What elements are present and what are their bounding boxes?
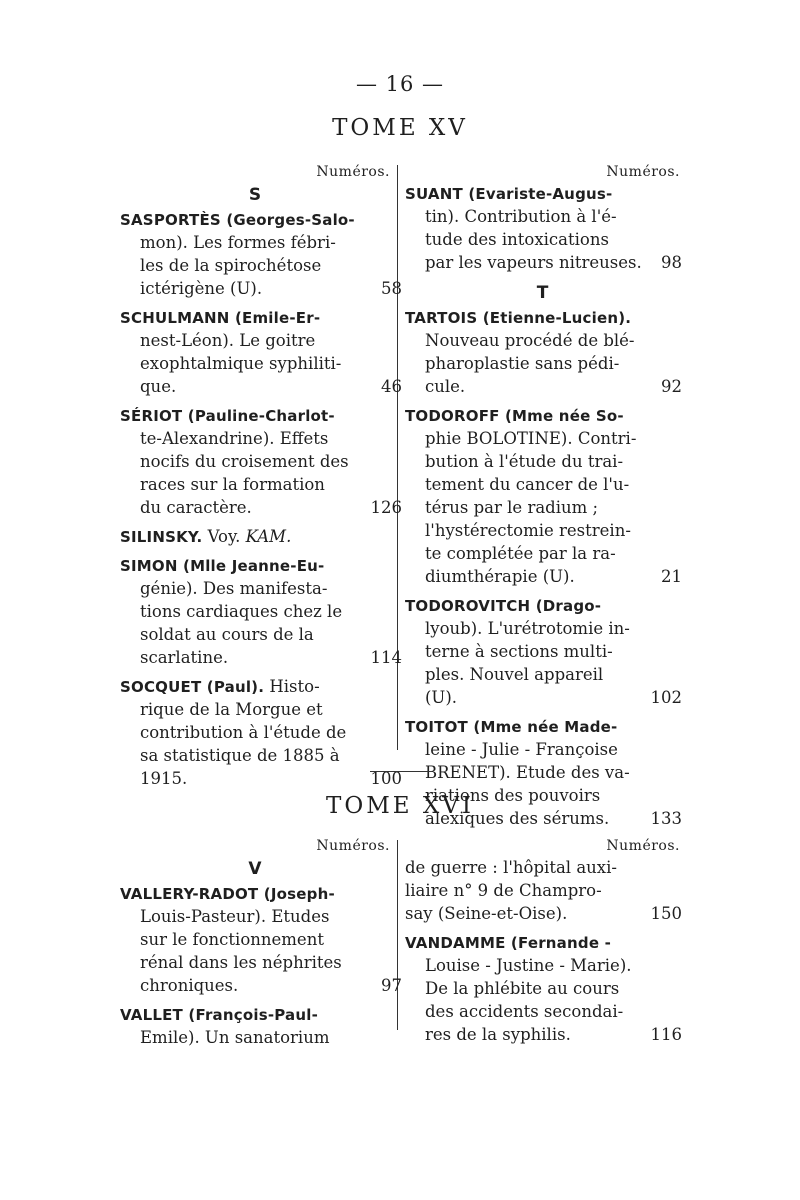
- index-entry: [120, 208, 402, 300]
- entry-line: mon). Les formes fébri-: [140, 233, 336, 252]
- tome-15-left-column: [120, 162, 402, 796]
- entry-first-line: [405, 404, 680, 427]
- entry-line: contribution à l'étude de: [140, 723, 347, 742]
- index-entry: [120, 882, 402, 997]
- entry-number: 97: [381, 976, 402, 995]
- entry-line: say (Seine-et-Oise).: [405, 904, 568, 923]
- cross-reference: KAM.: [245, 527, 292, 546]
- entry-number: 58: [381, 279, 402, 298]
- entry-first-line: [405, 306, 680, 329]
- entry-first-line: [120, 306, 390, 329]
- numeros-label: Numéros.: [316, 164, 390, 180]
- entry-number: 116: [650, 1025, 682, 1044]
- entry-text: Histo-: [269, 677, 320, 696]
- entry-number: 21: [661, 567, 682, 586]
- entry-line: génie). Des manifesta-: [140, 579, 328, 598]
- entry-line: riations des pouvoirs: [425, 786, 601, 805]
- entry-line: diumthérapie (U).: [425, 567, 575, 586]
- author-name: VANDAMME (Fernande -: [405, 934, 612, 952]
- section-letter: S: [248, 185, 262, 205]
- index-entry: [405, 306, 680, 398]
- entry-line: des accidents secondai-: [425, 1002, 624, 1021]
- entry-line: races sur la formation: [140, 475, 325, 494]
- entry-number: 46: [381, 377, 402, 396]
- entry-number: 133: [650, 809, 682, 828]
- entry-line: BRENET). Etude des va-: [425, 763, 630, 782]
- tome-15-right-column: [405, 162, 680, 836]
- section-letter: T: [536, 283, 549, 303]
- entry-first-line: [405, 182, 680, 205]
- entry-line: Louise - Justine - Marie).: [425, 956, 632, 975]
- entry-line: ples. Nouvel appareil: [425, 665, 604, 684]
- entry-line: phie BOLOTINE). Contri-: [425, 429, 637, 448]
- entry-continuation: [405, 856, 680, 925]
- index-entry: [120, 525, 390, 548]
- entry-first-line: [405, 931, 680, 954]
- entry-line: exophtalmique syphiliti-: [140, 354, 342, 373]
- entry-line: Louis-Pasteur). Etudes: [140, 907, 330, 926]
- entry-line: nocifs du croisement des: [140, 452, 349, 471]
- author-name: SIMON (Mlle Jeanne-Eu-: [120, 557, 325, 575]
- column-divider: [397, 840, 398, 1030]
- entry-number: 114: [370, 648, 402, 667]
- tome-title: TOME XV: [332, 115, 468, 141]
- entry-line: ictérigène (U).: [140, 279, 263, 298]
- entry-number: 126: [370, 498, 402, 517]
- entry-line: (U).: [425, 688, 458, 707]
- tome-title: TOME XVI: [326, 793, 474, 819]
- author-name: SCHULMANN (Emile-Er-: [120, 309, 321, 327]
- entry-line: tions cardiaques chez le: [140, 602, 343, 621]
- entry-line: tude des intoxications: [425, 230, 609, 249]
- section-divider: [370, 771, 430, 772]
- entry-line: nest-Léon). Le goitre: [140, 331, 316, 350]
- index-entry: [120, 1003, 390, 1049]
- entry-line: tement du cancer de l'u-: [425, 475, 630, 494]
- entry-line: sur le fonctionnement: [140, 930, 324, 949]
- entry-line: leine - Julie - Françoise: [425, 740, 618, 759]
- entry-line: rique de la Morgue et: [140, 700, 323, 719]
- entry-first-line: [120, 525, 390, 548]
- numeros-label: Numéros.: [606, 838, 680, 854]
- page-number: — 16 —: [355, 72, 445, 96]
- entry-first-line: [405, 594, 680, 617]
- entry-first-line: [120, 404, 390, 427]
- entry-line: l'hystérectomie restrein-: [425, 521, 631, 540]
- author-name: VALLET (François-Paul-: [120, 1006, 319, 1024]
- entry-first-line: [120, 554, 390, 577]
- entry-line: chroniques.: [140, 976, 239, 995]
- index-entry: [405, 594, 680, 709]
- entry-line: De la phlébite au cours: [425, 979, 620, 998]
- index-entry: [405, 404, 680, 588]
- index-entry: [120, 404, 402, 519]
- entry-line: que.: [140, 377, 177, 396]
- author-name: SOCQUET (Paul).: [120, 678, 265, 696]
- entry-line: pharoplastie sans pédi-: [425, 354, 620, 373]
- author-name: TARTOIS (Etienne-Lucien).: [405, 309, 632, 327]
- entry-line: te-Alexandrine). Effets: [140, 429, 329, 448]
- entry-line: Emile). Un sanatorium: [140, 1028, 330, 1047]
- author-name: SUANT (Evariste-Augus-: [405, 185, 613, 203]
- numeros-label: Numéros.: [606, 164, 680, 180]
- entry-line: soldat au cours de la: [140, 625, 314, 644]
- index-entry: [405, 931, 680, 1046]
- entry-line: rénal dans les néphrites: [140, 953, 342, 972]
- author-name: TODOROFF (Mme née So-: [405, 407, 624, 425]
- entry-line: terne à sections multi-: [425, 642, 613, 661]
- entry-number: 92: [661, 377, 682, 396]
- entry-line: 1915.: [140, 769, 188, 788]
- index-entry: [120, 554, 402, 669]
- author-name: VALLERY-RADOT (Joseph-: [120, 885, 335, 903]
- index-entry: [405, 182, 680, 274]
- entry-first-line: [120, 675, 390, 698]
- entry-line: tin). Contribution à l'é-: [425, 207, 617, 226]
- entry-first-line: [120, 1003, 390, 1026]
- entry-line: du caractère.: [140, 498, 252, 517]
- entry-first-line: [405, 715, 680, 738]
- entry-line: bution à l'étude du trai-: [425, 452, 624, 471]
- entry-line: liaire n° 9 de Champro-: [405, 881, 602, 900]
- entry-line: te complétée par la ra-: [425, 544, 616, 563]
- entry-line: res de la syphilis.: [425, 1025, 571, 1044]
- entry-line: sa statistique de 1885 à: [140, 746, 340, 765]
- section-letter: V: [248, 859, 262, 879]
- entry-number: 150: [650, 904, 682, 923]
- entry-line: par les vapeurs nitreuses.: [425, 253, 642, 272]
- entry-line: lyoub). L'urétrotomie in-: [425, 619, 630, 638]
- entry-first-line: [120, 208, 390, 231]
- author-name: SÉRIOT (Pauline-Charlot-: [120, 407, 335, 425]
- entry-text: Voy.: [207, 527, 241, 546]
- author-name: TOITOT (Mme née Made-: [405, 718, 618, 736]
- entry-line: alexiques des sérums.: [425, 809, 610, 828]
- entry-number: 102: [650, 688, 682, 707]
- entry-line: les de la spirochétose: [140, 256, 322, 275]
- entry-line: de guerre : l'hôpital auxi-: [405, 858, 617, 877]
- author-name: SASPORTÈS (Georges-Salo-: [120, 211, 355, 229]
- entry-line: Nouveau procédé de blé-: [425, 331, 635, 350]
- tome-16-right-column: [405, 836, 680, 1052]
- entry-number: 100: [370, 769, 402, 788]
- entry-line: scarlatine.: [140, 648, 229, 667]
- numeros-label: Numéros.: [316, 838, 390, 854]
- entry-line: térus par le radium ;: [425, 498, 599, 517]
- author-name: TODOROVITCH (Drago-: [405, 597, 602, 615]
- entry-line: cule.: [425, 377, 466, 396]
- entry-number: 98: [661, 253, 682, 272]
- entry-first-line: [120, 882, 390, 905]
- index-entry: [120, 675, 402, 790]
- author-name: SILINSKY.: [120, 528, 203, 546]
- tome-16-left-column: [120, 836, 402, 1055]
- index-entry: [120, 306, 402, 398]
